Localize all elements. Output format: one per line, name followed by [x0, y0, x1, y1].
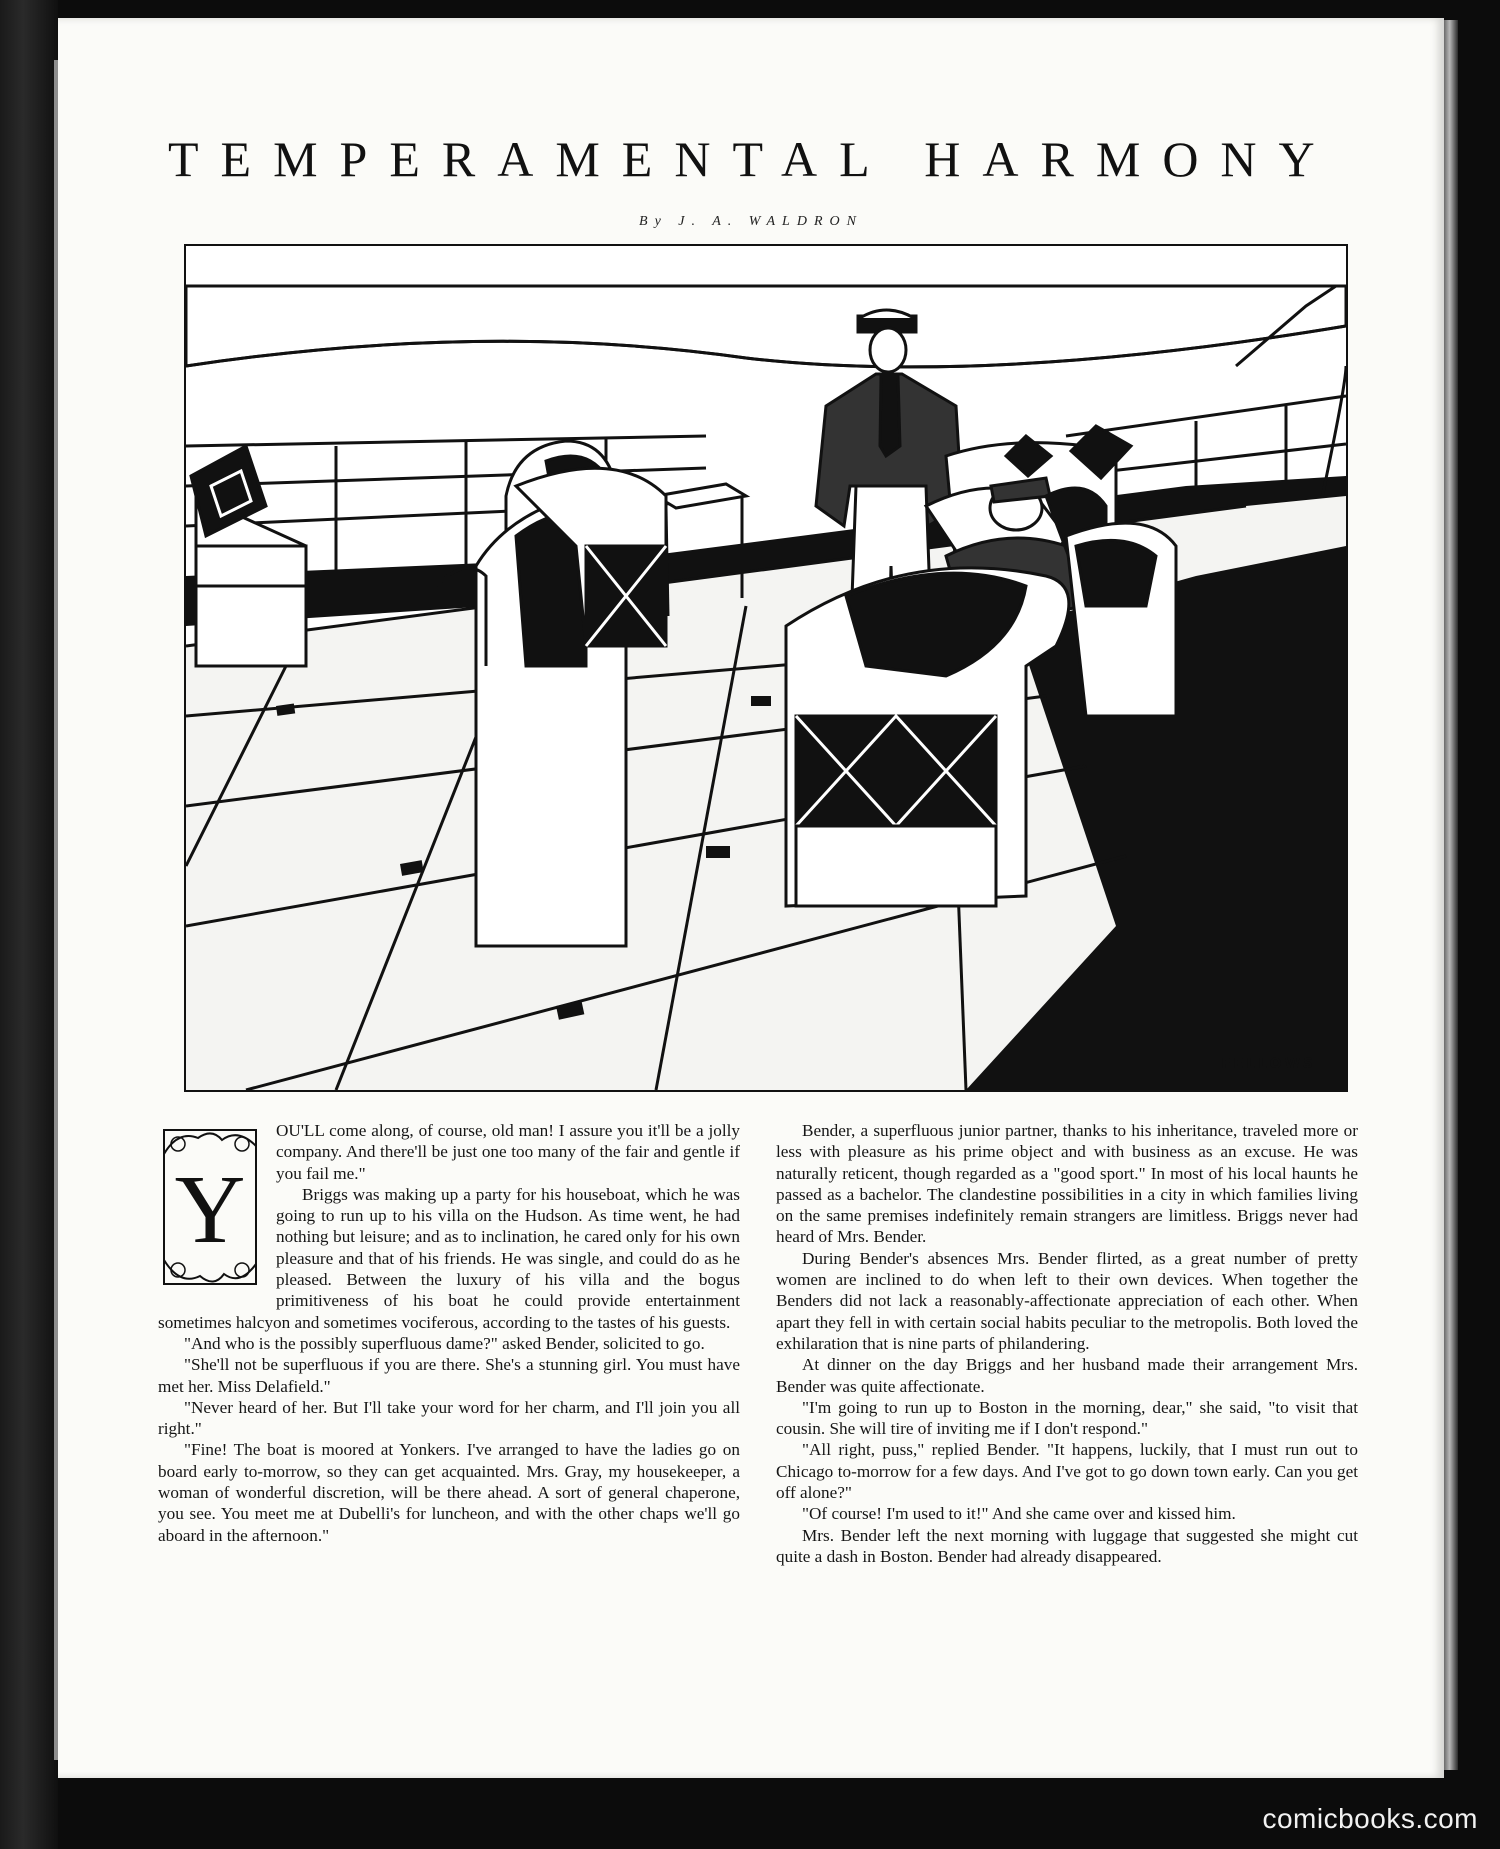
paragraph: At dinner on the day Briggs and her husband made their arrangement Mrs. Bender was quite affectionate. — [776, 1355, 1358, 1396]
paragraph: Mrs. Bender left the next morning with luggage that suggested she might cut quite a dash in Boston. Bender had already disappeared. — [776, 1525, 1358, 1566]
illustration-signature: FELLOWS — [1221, 1056, 1316, 1072]
drop-cap-letter: Y — [174, 1156, 246, 1264]
magazine-page — [58, 18, 1444, 1778]
article-column-right — [776, 1120, 1358, 1567]
page-right-edge — [1444, 20, 1458, 1770]
paragraph: Bender, a superfluous junior partner, thanks to his inheritance, traveled more or less with pleasure as his prime object and with business as an excuse. He was naturally reticent, though regarded as a "good sport." In most of his local haunts he passed as a bachelor. The clandestine possibilities in a city in which families living on the same premises indefinitely remain strangers are limitless. Briggs never had heard of Mrs. Bender. — [776, 1121, 1358, 1247]
article-byline: By J. A. WALDRON — [639, 214, 863, 229]
drop-cap — [158, 1124, 262, 1290]
houseboat-deck-illustration — [184, 244, 1348, 1092]
paragraph: "I'm going to run up to Boston in the morning, dear," she said, "to visit that cousin. She will tire of inviting me if I don't respond." — [776, 1397, 1358, 1439]
book-spine — [0, 0, 58, 1849]
article-column-left — [158, 1120, 740, 1567]
paragraph: "Fine! The boat is moored at Yonkers. I've arranged to have the ladies go on board early to-morrow, so they can get acquainted. Mrs. Gray, my housekeeper, a woman of wonderful discretion, will be there ahead. A sort of general chaperone, you see. You meet me at Dubelli's for luncheon, and with the other chaps we'll go aboard in the afternoon." — [158, 1440, 740, 1545]
site-watermark: comicbooks.com — [1262, 1803, 1478, 1834]
paragraph: Briggs was making up a party for his houseboat, which he was going to run up to his villa on the Hudson. As time went, he had nothing but leisure; and as to inclination, he cared only for his own pleasure and that of his friends. He was single, and could do as he pleased. Between the luxury of his villa and the bogus primitiveness of his boat he could provide entertainment sometimes halcyon and sometimes vociferous, according to the tastes of his guests. — [158, 1184, 740, 1332]
paragraph: "All right, puss," replied Bender. "It happens, luckily, that I must run out to Chicago to-morrow for a few days. And I've got to go down town early. Can you get off alone?" — [776, 1440, 1358, 1503]
paragraph: "And who is the possibly superfluous dame?" asked Bender, solicited to go. — [184, 1333, 705, 1353]
paragraph: "Never heard of her. But I'll take your word for her charm, and I'll join you all right." — [158, 1397, 740, 1439]
article-title: TEMPERAMENTAL HARMONY — [168, 131, 1337, 187]
paragraph: "Of course! I'm used to it!" And she came over and kissed him. — [802, 1504, 1236, 1524]
article-body — [158, 1120, 1358, 1567]
paragraph: During Bender's absences Mrs. Bender flirted, as a great number of pretty women are inclined to do when left to their own devices. When together the Benders did not lack a reasonably-affectionate appreciation of each other. When apart they fell in with certain social habits peculiar to the metropolis. Both loved the exhilaration that is nine parts of philandering. — [776, 1248, 1358, 1353]
paragraph: "She'll not be superfluous if you are there. She's a stunning girl. You must have met her. Miss Delafield." — [158, 1355, 740, 1396]
paragraph: OU'LL come along, of course, old man! I assure you it'll be a jolly company. And there'll be just one too many of the fair and gentle if you fail me." — [276, 1121, 740, 1183]
illustration-drawing — [186, 246, 1346, 1090]
